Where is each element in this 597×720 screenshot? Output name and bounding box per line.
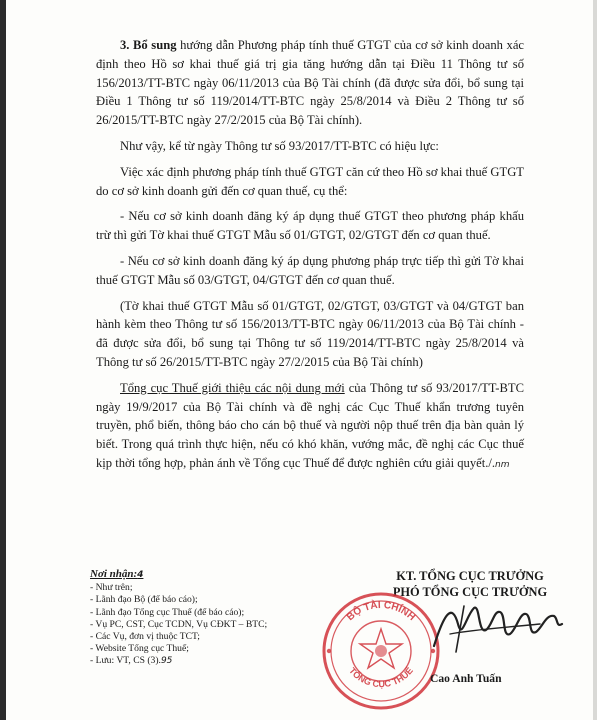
signature-title-line1: KT. TỔNG CỤC TRƯỞNG [396, 569, 544, 583]
closing-hand-mark: nm [495, 459, 510, 470]
scan-edge-left [0, 0, 6, 720]
archive-hand-mark: 95 [160, 656, 173, 667]
paragraph-form-note: (Tờ khai thuế GTGT Mẫu số 01/GTGT, 02/GTGT, 03/GTGT và 04/GTGT ban hành kèm theo Thông tư số 156/2013/TT-BTC ngày 06/11/2013 của Bộ Tài chính - đã được sửa đổi, bổ sung tại Thông tư số 119/2014/TT-BTC ngày 25/8/2014 và Thông tư số 26/2015/TT-BTC ngày 27/2/2015 của Bộ Tài chính) [96, 298, 524, 369]
paragraph-effective: Như vậy, kể từ ngày Thông tư số 93/2017/TT-BTC có hiệu lực: [120, 138, 439, 153]
scan-edge-right [593, 0, 597, 720]
paragraph-closing [96, 379, 524, 475]
section-3-label: 3. Bổ sung [120, 38, 177, 52]
recipients-block [90, 568, 330, 668]
recipient-item: - Các Vụ, đơn vị thuộc TCT; [90, 631, 200, 643]
recipient-item: - Website Tổng cục Thuế; [90, 643, 189, 655]
section-3-text: hướng dẫn Phương pháp tính thuế GTGT của cơ sở kinh doanh xác định theo Hồ sơ khai thuế giá trị gia tăng hướng dẫn tại Điều 11 Thông tư số 156/2013/TT-BTC ngày 06/11/2013 của Bộ Tài chính (đã được sửa đổi, bổ sung tại Điều 1 Thông tư số 119/2014/TT-BTC ngày 25/8/2014 và Điều 2 Thông tư số 26/2015/TT-BTC ngày 27/2/2015 của Bộ Tài chính). [96, 38, 524, 128]
closing-underlined-phrase: Tổng cục Thuế giới thiệu các nội dung mới [120, 380, 345, 395]
seal-text-bottom: TỔNG CỤC THUẾ [347, 665, 415, 690]
recipient-archive-text: - Lưu: VT, CS (3). [90, 655, 161, 667]
recipient-item: - Lãnh đạo Bộ (để báo cáo); [90, 594, 198, 606]
handwritten-signature-icon [430, 594, 565, 664]
official-seal-icon [320, 590, 442, 712]
recipients-title [90, 568, 330, 581]
paragraph-method-basis: Việc xác định phương pháp tính thuế GTGT căn cứ theo Hồ sơ khai thuế GTGT do cơ sở kinh doanh gửi đến cơ quan thuế, cụ thể: [96, 164, 524, 198]
paragraph-direct-method: - Nếu cơ sở kinh doanh đăng ký áp dụng phương pháp trực tiếp thì gửi Tờ khai thuế GTGT Mẫu số 03/GTGT, 04/GTGT đến cơ quan thuế. [96, 253, 524, 287]
document-body [96, 36, 524, 482]
recipient-item-archive [90, 655, 330, 667]
recipient-item: - Lãnh đạo Tổng cục Thuế (để báo cáo); [90, 606, 245, 618]
recipients-title-text: Nơi nhận: [90, 568, 138, 580]
recipient-item: - Như trên; [90, 582, 133, 594]
section-3-paragraph [96, 36, 524, 130]
seal-text-top: BỘ TÀI CHÍNH [344, 599, 418, 624]
paragraph-deduction-method: - Nếu cơ sở kinh doanh đăng ký áp dụng thuế GTGT theo phương pháp khấu trừ thì gửi Tờ khai thuế GTGT Mẫu số 01/GTGT, 02/GTGT đến cơ quan thuế. [96, 209, 524, 243]
recipient-item: - Vụ PC, CST, Cục TCDN, Vụ CĐKT – BTC; [90, 618, 268, 630]
signature-title-line2: PHÓ TỔNG CỤC TRƯỞNG [392, 585, 548, 599]
recipients-hand-mark: 4 [137, 570, 144, 580]
closing-text: của Thông tư số 93/2017/TT-BTC ngày 19/9/2017 của Bộ Tài chính và đề nghị các Cục Thuế khẩn trương tuyên truyền, phổ biến, thông báo cho cán bộ thuế và người nộp thuế trên địa bàn quản lý biết. Trong quá trình thực hiện, nếu có khó khăn, vướng mắc, đề nghị các Cục thuế kịp thời tổng hợp, phản ánh về Tổng cục Thuế để được nghiên cứu giải quyết./. [96, 380, 524, 470]
svg-text:TỔNG CỤC THUẾ [347, 666, 415, 690]
signer-name: Cao Anh Tuấn [430, 672, 502, 685]
svg-text:BỘ TÀI CHÍNH [345, 598, 417, 623]
